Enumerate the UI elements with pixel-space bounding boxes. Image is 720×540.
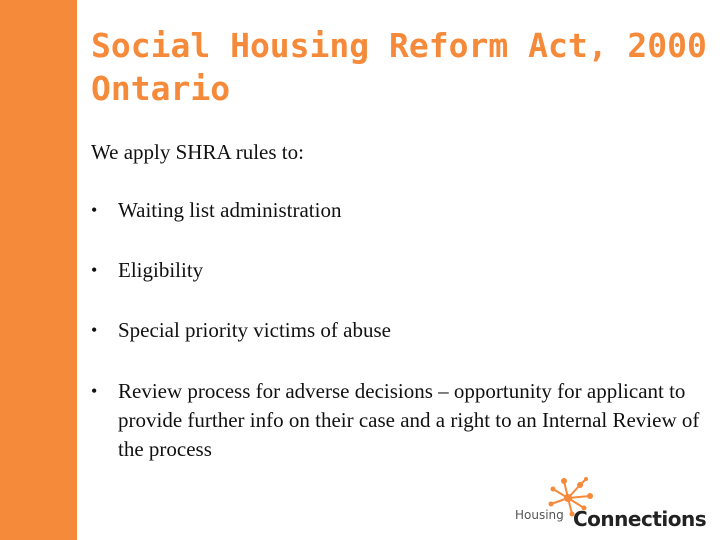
housing-connections-logo: [512, 476, 712, 538]
bullet-text: Review process for adverse decisions – opportunity for applicant to provide further info on their case and a right to an Internal Review of the process: [118, 379, 700, 461]
bullet-icon: •: [91, 320, 98, 340]
title-line-1: Social Housing Reform Act, 2000: [91, 26, 707, 65]
bullet-text: Eligibility: [118, 258, 204, 282]
logo-connections-text: Connections: [573, 507, 707, 531]
bullet-icon: •: [91, 260, 98, 280]
intro-text: We apply SHRA rules to:: [91, 140, 304, 164]
bullet-icon: •: [91, 381, 98, 401]
bullet-item: [91, 196, 701, 225]
bullet-item: [91, 377, 701, 464]
bullet-item: [91, 256, 701, 285]
slide-title: [91, 24, 711, 110]
bullet-text: Special priority victims of abuse: [118, 318, 391, 342]
logo-housing-text: Housing: [515, 508, 564, 522]
title-line-2: Ontario: [91, 69, 231, 108]
bullet-text: Waiting list administration: [118, 198, 342, 222]
bullet-item: [91, 316, 701, 345]
side-accent-bar: [0, 0, 77, 540]
bullet-icon: •: [91, 200, 98, 220]
